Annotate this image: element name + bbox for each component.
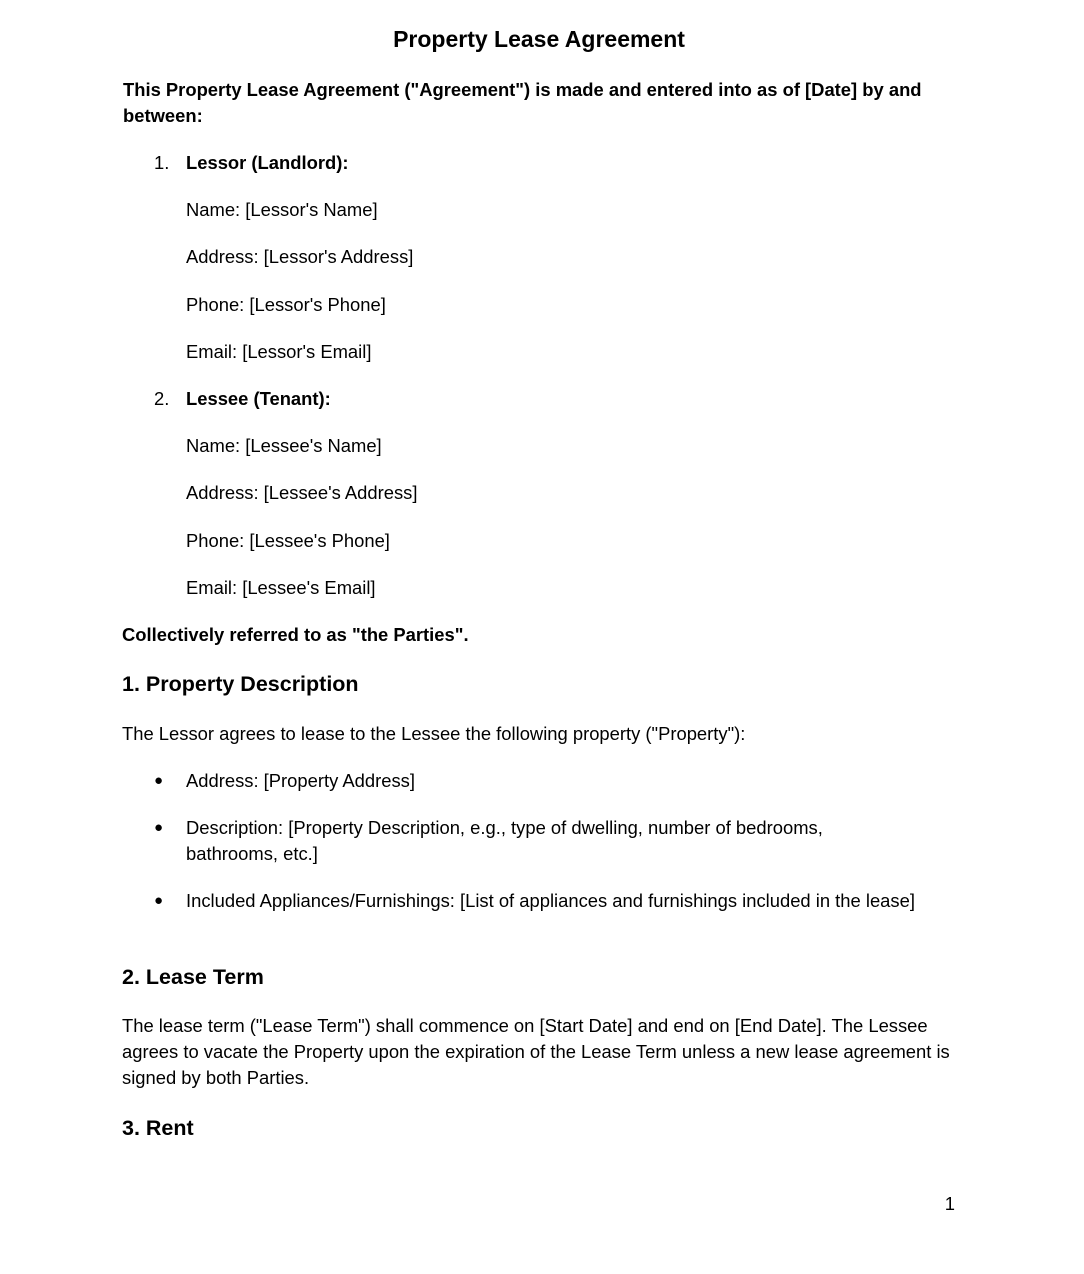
property-address-item: Address: [Property Address]	[186, 770, 415, 791]
lessee-heading: Lessee (Tenant):	[186, 388, 331, 409]
bullet-icon: ●	[154, 819, 164, 836]
lessor-phone-field: Phone: [Lessor's Phone]	[186, 294, 386, 315]
lessee-email-field: Email: [Lessee's Email]	[186, 577, 376, 598]
collective-statement: Collectively referred to as "the Parties".	[122, 624, 469, 645]
list-number-2: 2.	[154, 388, 170, 409]
lessor-name-field: Name: [Lessor's Name]	[186, 199, 378, 220]
lessee-name-field: Name: [Lessee's Name]	[186, 435, 382, 456]
lessee-phone-field: Phone: [Lessee's Phone]	[186, 530, 390, 551]
lease-term-paragraph: The lease term ("Lease Term") shall commence on [Start Date] and end on [End Date]. The Lessee agrees to vacate the Property upon the expiration of the Lease Term unless a new lease agreement is signed by both Parties.	[122, 1015, 950, 1088]
section-heading-property-description: 1. Property Description	[122, 672, 359, 696]
property-lead-paragraph: The Lessor agrees to lease to the Lessee the following property ("Property"):	[122, 723, 746, 744]
lessee-address-field: Address: [Lessee's Address]	[186, 482, 418, 503]
lessor-email-field: Email: [Lessor's Email]	[186, 341, 372, 362]
bullet-icon: ●	[154, 892, 164, 909]
lessor-heading: Lessor (Landlord):	[186, 152, 349, 173]
document-title: Property Lease Agreement	[393, 26, 685, 52]
section-heading-lease-term: 2. Lease Term	[122, 965, 264, 989]
section-heading-rent: 3. Rent	[122, 1116, 194, 1140]
lessor-address-field: Address: [Lessor's Address]	[186, 246, 414, 267]
property-description-item: Description: [Property Description, e.g., type of dwelling, number of bedrooms, bathrooms, etc.]	[186, 817, 823, 864]
included-appliances-item: Included Appliances/Furnishings: [List of appliances and furnishings included in the lease]	[186, 890, 915, 911]
intro-paragraph: This Property Lease Agreement ("Agreement") is made and entered into as of [Date] by and between:	[123, 79, 922, 126]
bullet-icon: ●	[154, 772, 164, 789]
page-number: 1	[944, 1193, 955, 1214]
list-number-1: 1.	[154, 152, 170, 173]
